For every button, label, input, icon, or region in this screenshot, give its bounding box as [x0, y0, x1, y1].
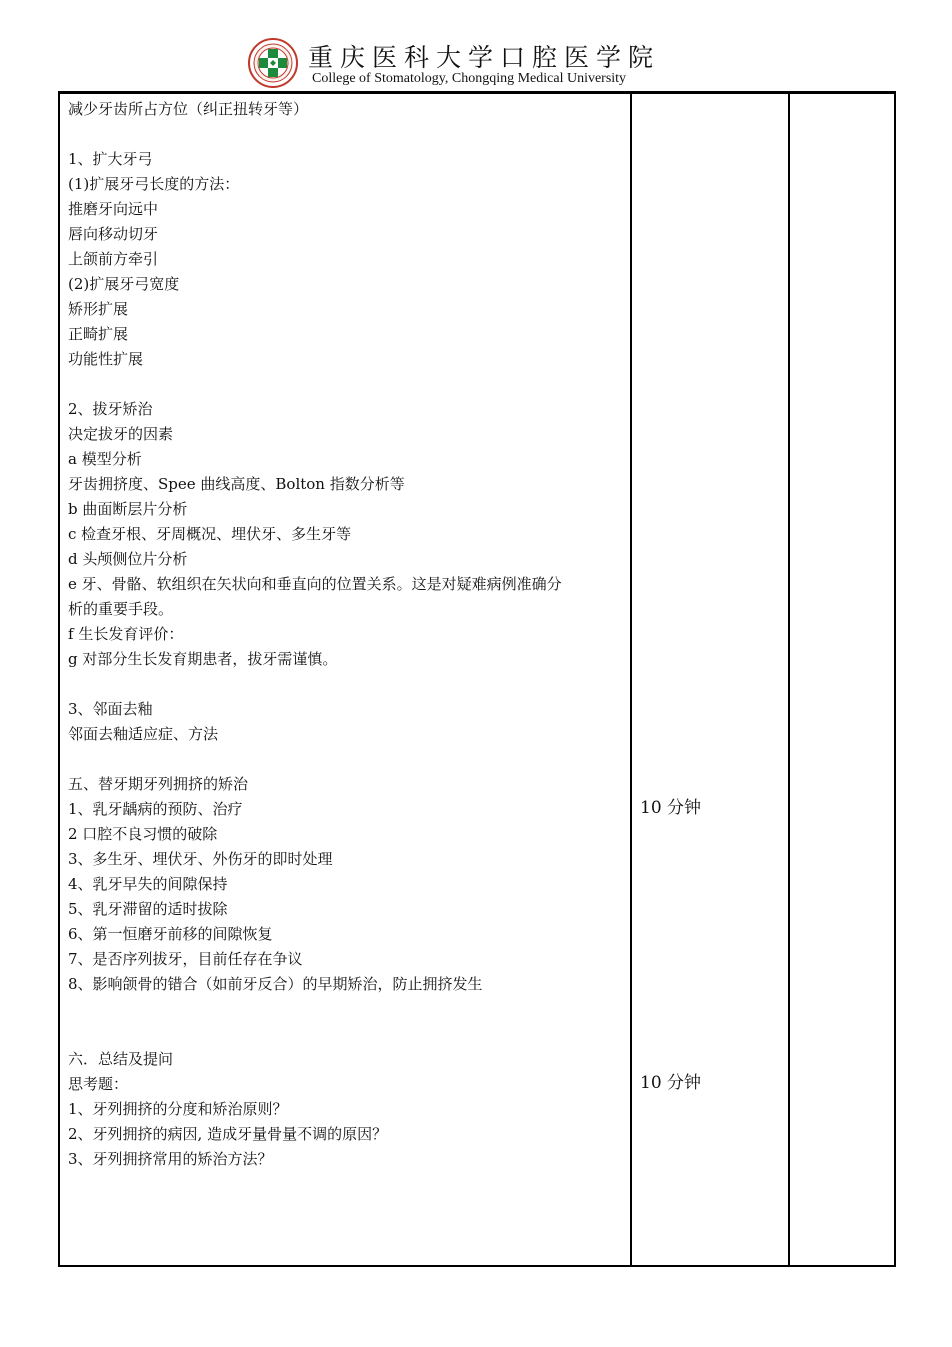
content-line: a 模型分析	[68, 450, 142, 468]
content-line: 上颌前方牵引	[68, 250, 159, 268]
page-header	[0, 34, 952, 90]
content-line: 6、第一恒磨牙前移的间隙恢复	[68, 925, 273, 943]
content-line: c 检查牙根、牙周概况、埋伏牙、多生牙等	[68, 525, 352, 543]
content-line: 五、替牙期牙列拥挤的矫治	[68, 775, 249, 793]
time-allocation-section5: 10 分钟	[640, 798, 702, 818]
college-title-english: College of Stomatology, Chongqing Medical University	[312, 71, 627, 86]
content-line: 六．总结及提问	[68, 1050, 174, 1068]
lesson-plan-table	[58, 91, 896, 1267]
content-line: 正畸扩展	[68, 325, 129, 343]
content-line: 功能性扩展	[68, 350, 144, 368]
content-line: 3、牙列拥挤常用的矫治方法？	[68, 1150, 273, 1168]
content-line: 牙齿拥挤度、Spee 曲线高度、Bolton 指数分析等	[68, 475, 405, 493]
content-line: 邻面去釉适应症、方法	[68, 725, 219, 743]
time-allocation-section6: 10 分钟	[640, 1073, 702, 1093]
content-line: 2 口腔不良习惯的破除	[68, 825, 218, 843]
content-line: 3、邻面去釉	[68, 700, 153, 718]
university-logo-icon	[248, 38, 298, 88]
college-title-chinese: 重庆医科大学口腔医学院	[308, 43, 661, 72]
content-line: 1、乳牙龋病的预防、治疗	[68, 800, 243, 818]
content-line: 唇向移动切牙	[68, 225, 159, 243]
content-line: 2、牙列拥挤的病因, 造成牙量骨量不调的原因？	[68, 1125, 388, 1143]
content-line: 3、多生牙、埋伏牙、外伤牙的即时处理	[68, 850, 333, 868]
content-line: 思考题：	[68, 1075, 129, 1093]
content-line: (1)扩展牙弓长度的方法：	[68, 175, 240, 193]
content-line: 4、乳牙早失的间隙保持	[68, 875, 228, 893]
content-line: 析的重要手段。	[68, 600, 174, 618]
content-line: 决定拔牙的因素	[68, 425, 174, 443]
blank-line	[68, 747, 628, 772]
blank-line	[68, 372, 628, 397]
content-line: 2、拔牙矫治	[68, 400, 153, 418]
content-line: d 头颅侧位片分析	[68, 550, 188, 568]
blank-line	[68, 1022, 628, 1047]
content-line: 减少牙齿所占方位（纠正扭转牙等）	[68, 100, 309, 118]
content-line: (2)扩展牙弓宽度	[68, 275, 180, 293]
content-line: 5、乳牙滞留的适时拔除	[68, 900, 228, 918]
content-line: 1、扩大牙弓	[68, 150, 153, 168]
content-line: e 牙、骨骼、软组织在矢状向和垂直向的位置关系。这是对疑难病例准确分	[68, 575, 562, 593]
blank-line	[68, 672, 628, 697]
content-line: 1、牙列拥挤的分度和矫治原则？	[68, 1100, 288, 1118]
teaching-content-column	[68, 97, 628, 1172]
content-line: f 生长发育评价：	[68, 625, 184, 643]
content-line: 矫形扩展	[68, 300, 129, 318]
content-line: 8、影响颌骨的错合（如前牙反合）的早期矫治，防止拥挤发生	[68, 975, 483, 993]
blank-line	[68, 997, 628, 1022]
content-line: 7、是否序列拔牙，目前任存在争议	[68, 950, 303, 968]
content-line: b 曲面断层片分析	[68, 500, 188, 518]
column-divider	[630, 93, 632, 1265]
content-line: g 对部分生长发育期患者，拔牙需谨慎。	[68, 650, 338, 668]
column-divider	[788, 93, 790, 1265]
content-line: 推磨牙向远中	[68, 200, 159, 218]
blank-line	[68, 122, 628, 147]
